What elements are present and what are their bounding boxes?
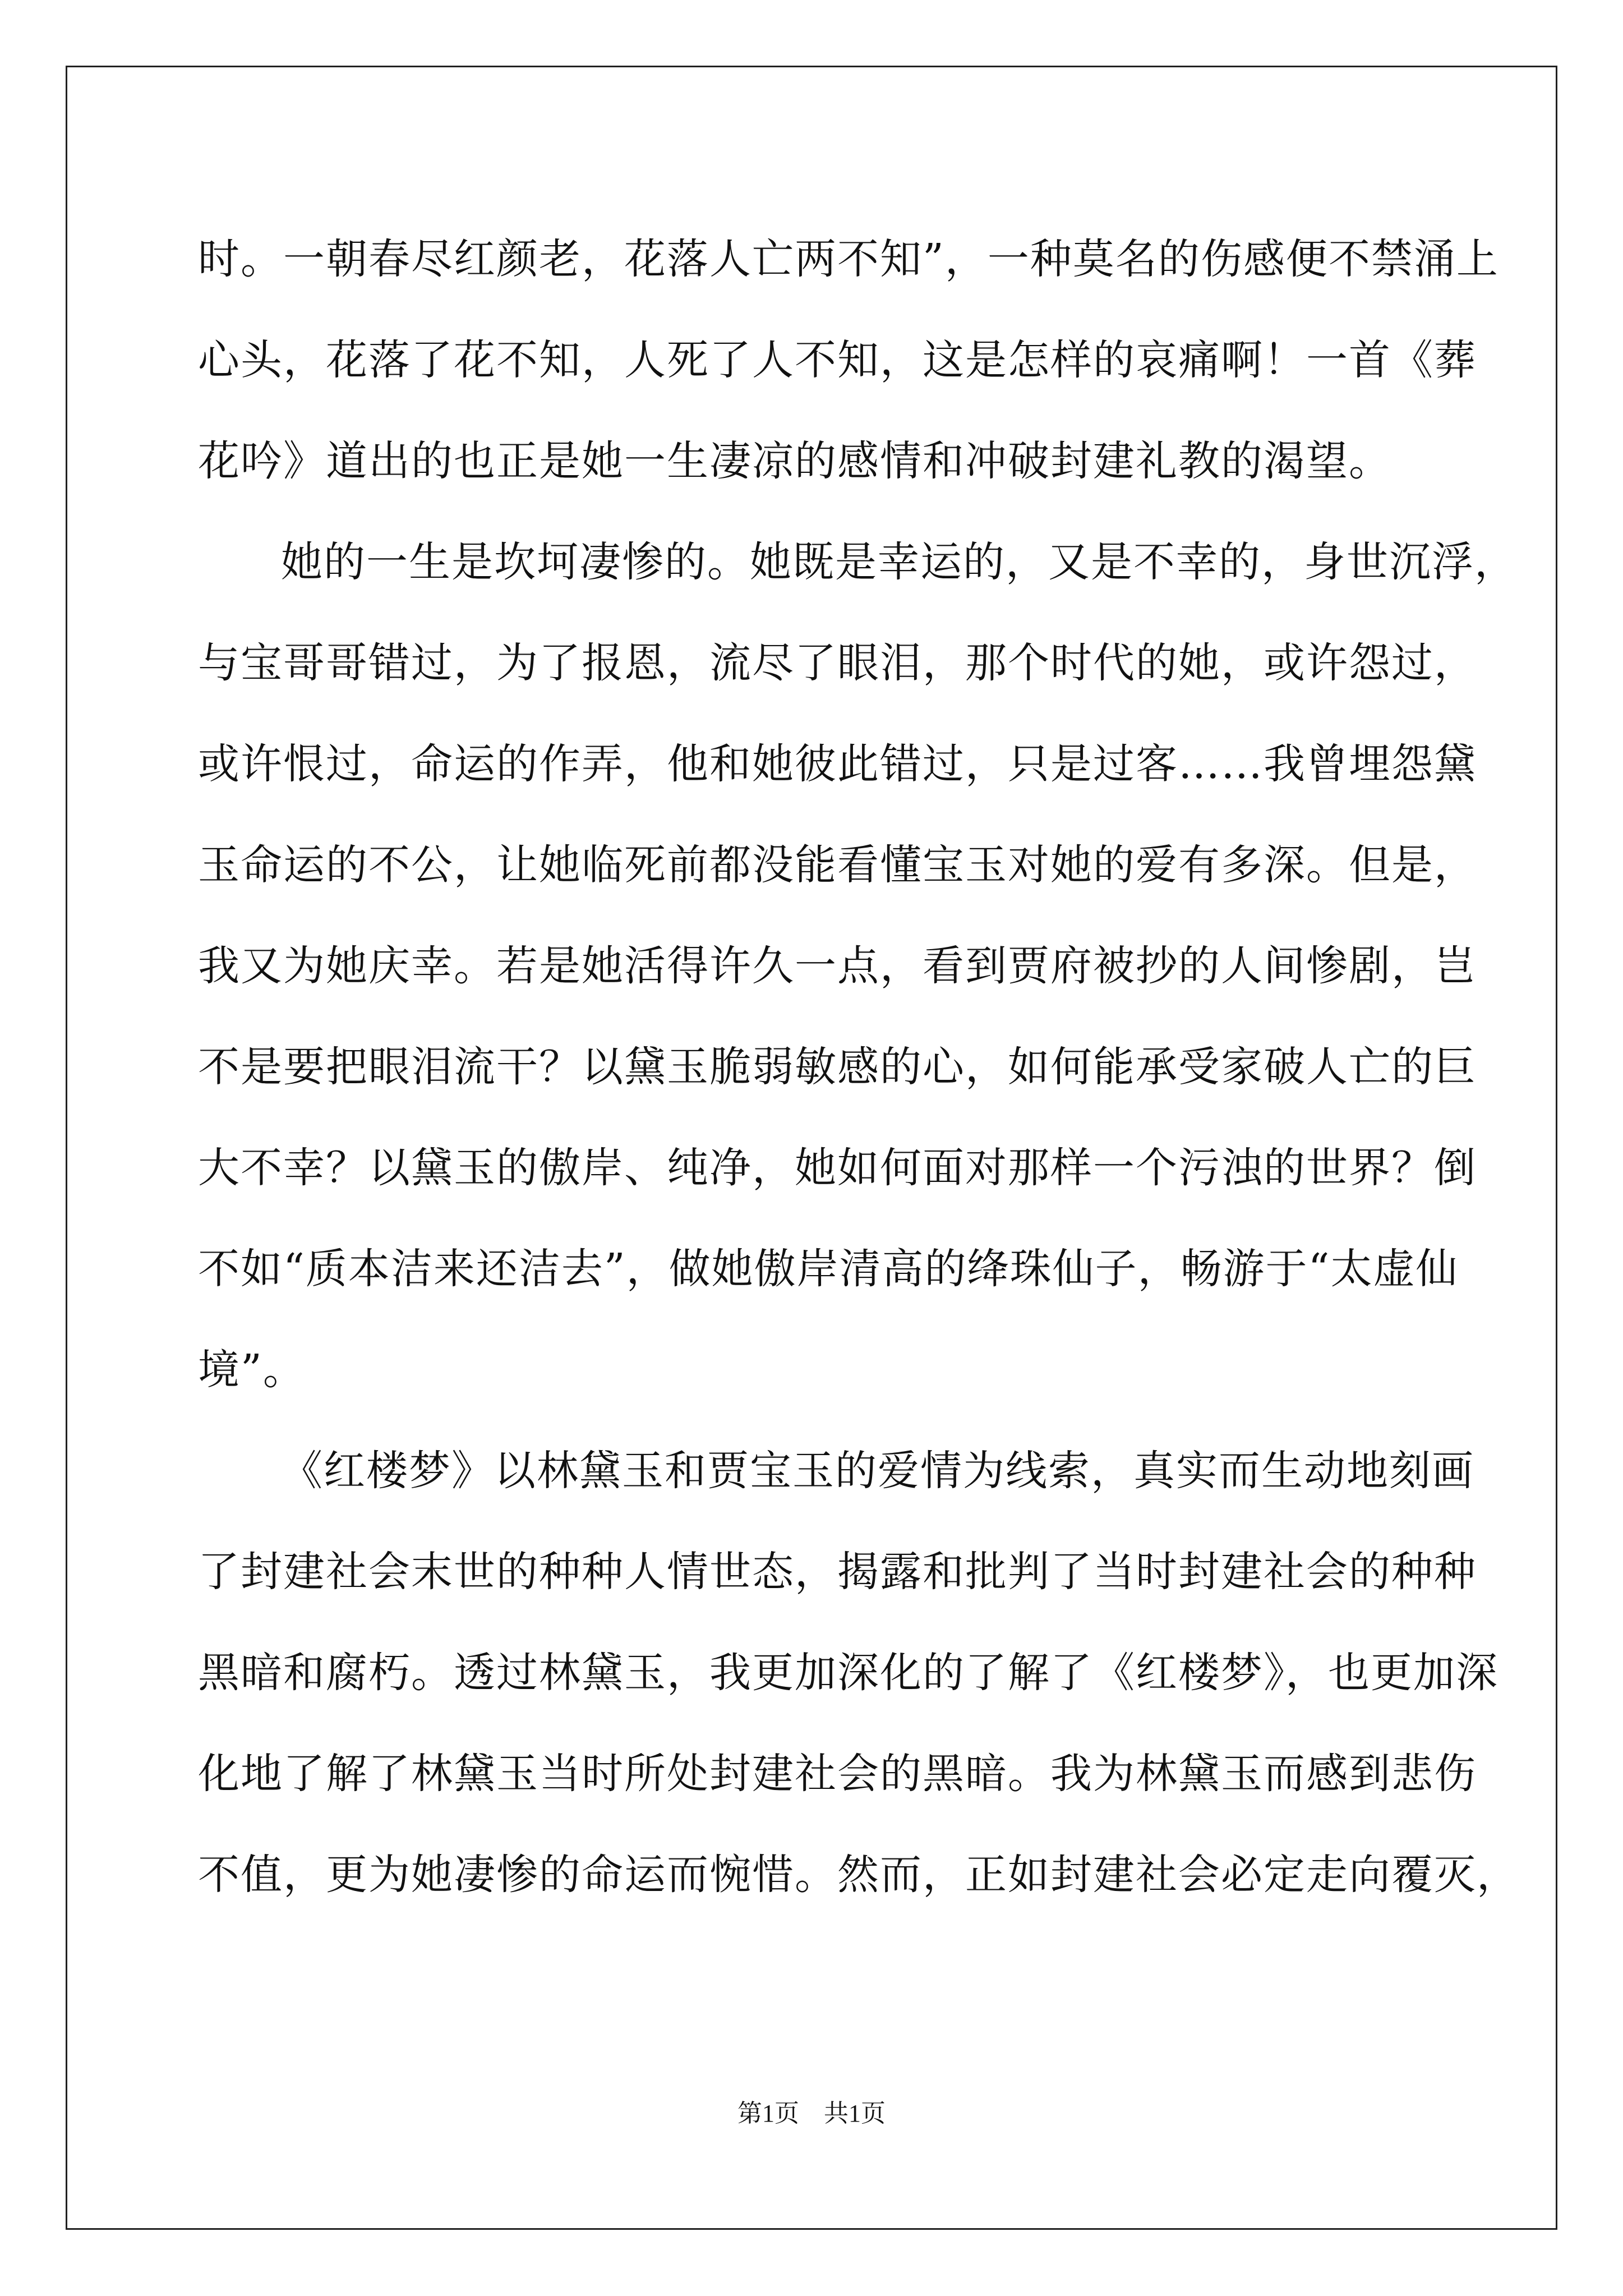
text-line: 花吟》道出的也正是她一生凄凉的感情和冲破封建礼教的渴望。 bbox=[198, 437, 1391, 485]
text-line: 化地了解了林黛玉当时所处封建社会的黑暗。我为林黛玉而感到悲伤 bbox=[198, 1750, 1477, 1798]
text-line: 玉命运的不公，让她临死前都没能看懂宝玉对她的爱有多深。但是， bbox=[198, 841, 1477, 889]
paragraph-first-line: 《红楼梦》以林黛玉和贾宝玉的爱情为线索，真实而生动地刻画 bbox=[281, 1447, 1474, 1495]
text-line: 与宝哥哥错过，为了报恩，流尽了眼泪，那个时代的她，或许怨过， bbox=[198, 639, 1477, 687]
page-number-footer: 第1页 共1页 bbox=[737, 2100, 886, 2127]
text-line: 或许恨过，命运的作弄，他和她彼此错过，只是过客……我曾埋怨黛 bbox=[198, 740, 1477, 788]
text-line: 心头，花落了花不知，人死了人不知，这是怎样的哀痛啊！一首《葬 bbox=[198, 336, 1477, 384]
text-line: 我又为她庆幸。若是她活得许久一点，看到贾府被抄的人间惨剧，岂 bbox=[198, 942, 1477, 990]
text-line: 不值，更为她凄惨的命运而惋惜。然而，正如封建社会必定走向覆灭， bbox=[198, 1851, 1519, 1899]
paragraph-first-line: 她的一生是坎坷凄惨的。她既是幸运的，又是不幸的，身世沉浮， bbox=[281, 538, 1517, 586]
document-body bbox=[198, 209, 1519, 1925]
text-line: 不是要把眼泪流干？以黛玉脆弱敏感的心，如何能承受家破人亡的巨 bbox=[198, 1043, 1477, 1091]
text-line: 了封建社会末世的种种人情世态，揭露和批判了当时封建社会的种种 bbox=[198, 1548, 1477, 1596]
text-line: 大不幸？以黛玉的傲岸、纯净，她如何面对那样一个污浊的世界？倒 bbox=[198, 1144, 1477, 1192]
text-line: 时。一朝春尽红颜老，花落人亡两不知”，一种莫名的伤感便不禁涌上 bbox=[198, 235, 1499, 283]
text-line: 境”。 bbox=[198, 1346, 306, 1394]
text-line: 不如“质本洁来还洁去”，做她傲岸清高的绛珠仙子，畅游于“太虚仙 bbox=[198, 1245, 1459, 1293]
text-line: 黑暗和腐朽。透过林黛玉，我更加深化的了解了《红楼梦》，也更加深 bbox=[198, 1649, 1498, 1697]
